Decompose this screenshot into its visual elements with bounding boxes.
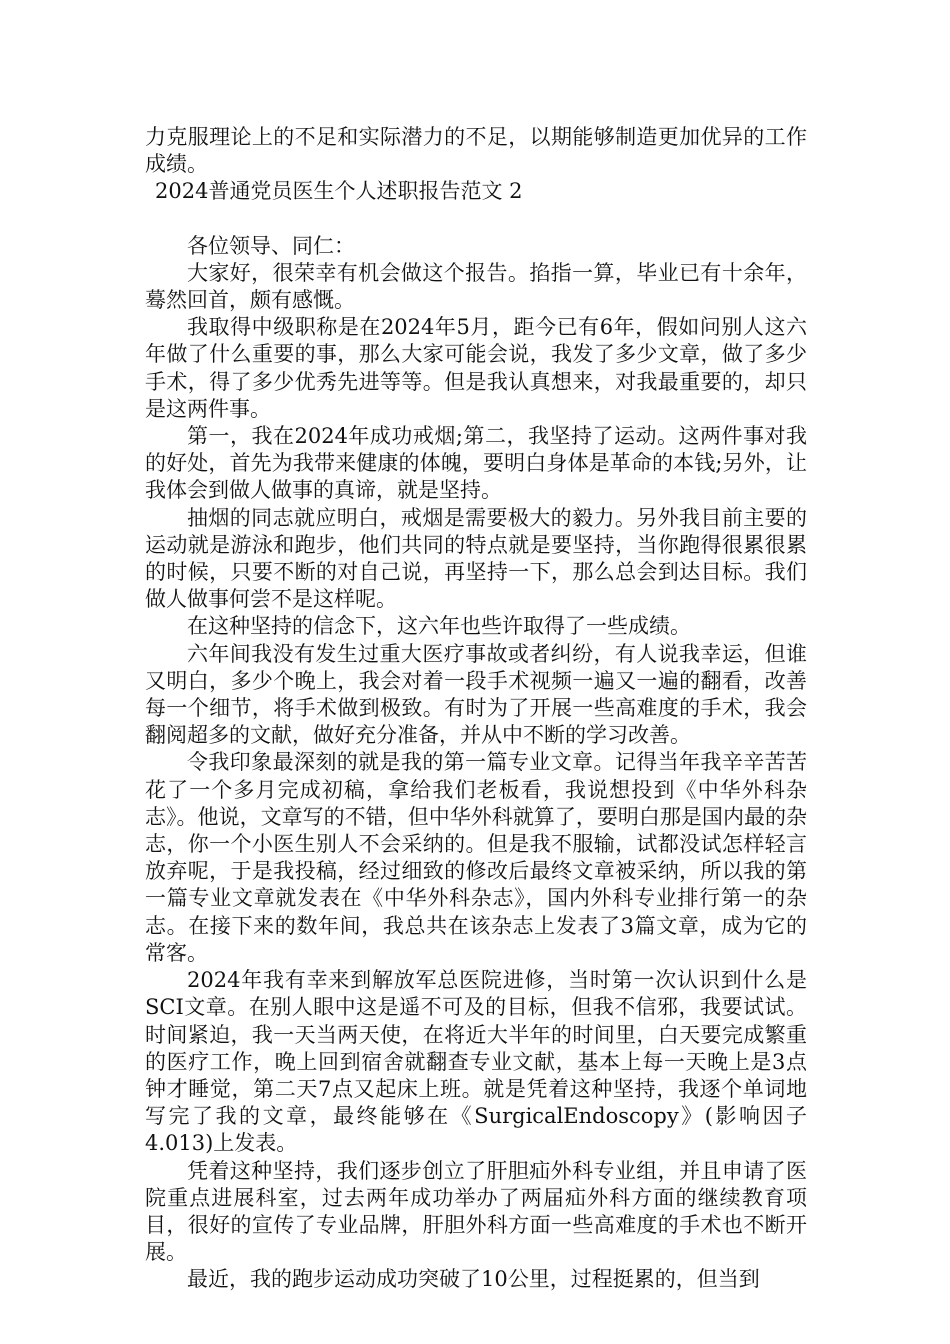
body-paragraph-4: 抽烟的同志就应明白，戒烟是需要极大的毅力。另外我目前主要的运动就是游泳和跑步，他们共同的特点就是要坚持，当你跑得很累很累的时候，只要不断的对自己说，再坚持一下，那么总会到达目标。我们做人做事何尝不是这样呢。: [145, 505, 807, 612]
blank-line: [145, 206, 807, 233]
body-paragraph-6: 六年间我没有发生过重大医疗事故或者纠纷，有人说我幸运，但谁又明白，多少个晚上，我会对着一段手术视频一遍又一遍的翻看，改善每一个细节，将手术做到极致。有时为了开展一些高难度的手术，我会翻阅超多的文献，做好充分准备，并从中不断的学习改善。: [145, 641, 807, 748]
body-paragraph-1: 大家好，很荣幸有机会做这个报告。掐指一算，毕业已有十余年，蓦然回首，颇有感慨。: [145, 260, 807, 313]
intro-tail-paragraph: 力克服理论上的不足和实际潜力的不足，以期能够制造更加优异的工作成绩。: [145, 125, 807, 177]
body-paragraph-2: 我取得中级职称是在2024年5月，距今已有6年，假如问别人这六年做了什么重要的事，那么大家可能会说，我发了多少文章，做了多少手术，得了多少优秀先进等等。但是我认真想来，对我最重要的，却只是这两件事。: [145, 315, 807, 421]
document-title: 2024普通党员医生个人述职报告范文 2: [155, 179, 523, 204]
salutation: 各位领导、同仁：: [187, 233, 355, 258]
body-paragraph-8: 2024年我有幸来到解放军总医院进修，当时第一次认识到什么是SCI文章。在别人眼中这是遥不可及的目标，但我不信邪，我要试试。时间紧迫，我一天当两天使，在将近大半年的时间里，白天要完成繁重的医疗工作，晚上回到宿舍就翻查专业文献，基本上每一天晚上是3点钟才睡觉，第二天7点又起床上班。就是凭着这种坚持，我逐个单词地写完了我的文章，最终能够在《SurgicalEndoscopy》(影响因子4.013)上发表。: [145, 968, 807, 1156]
document-page: [145, 124, 807, 1294]
body-paragraph-9: 凭着这种坚持，我们逐步创立了肝胆疝外科专业组，并且申请了医院重点进展科室，过去两年成功举办了两届疝外科方面的继续教育项目，很好的宣传了专业品牌，肝胆外科方面一些高难度的手术也不断开展。: [145, 1158, 807, 1265]
body-paragraph-5: 在这种坚持的信念下，这六年也些许取得了一些成绩。: [187, 614, 691, 639]
body-paragraph-7: 令我印象最深刻的就是我的第一篇专业文章。记得当年我辛辛苦苦花了一个多月完成初稿，拿给我们老板看，我说想投到《中华外科杂志》。他说，文章写的不错，但中华外科就算了，要明白那是国内最的杂志，你一个小医生别人不会采纳的。但是我不服输，试都没试怎样轻言放弃呢，于是我投稿，经过细致的修改后最终文章被采纳，所以我的第一篇专业文章就发表在《中华外科杂志》，国内外科专业排行第一的杂志。在接下来的数年间，我总共在该杂志上发表了3篇文章，成为它的常客。: [145, 750, 807, 965]
body-paragraph-3: 第一，我在2024年成功戒烟;第二，我坚持了运动。这两件事对我的好处，首先为我带来健康的体魄，要明白身体是革命的本钱;另外，让我体会到做人做事的真谛，就是坚持。: [145, 424, 807, 503]
body-paragraph-10: 最近，我的跑步运动成功突破了10公里，过程挺累的，但当到: [187, 1267, 760, 1292]
